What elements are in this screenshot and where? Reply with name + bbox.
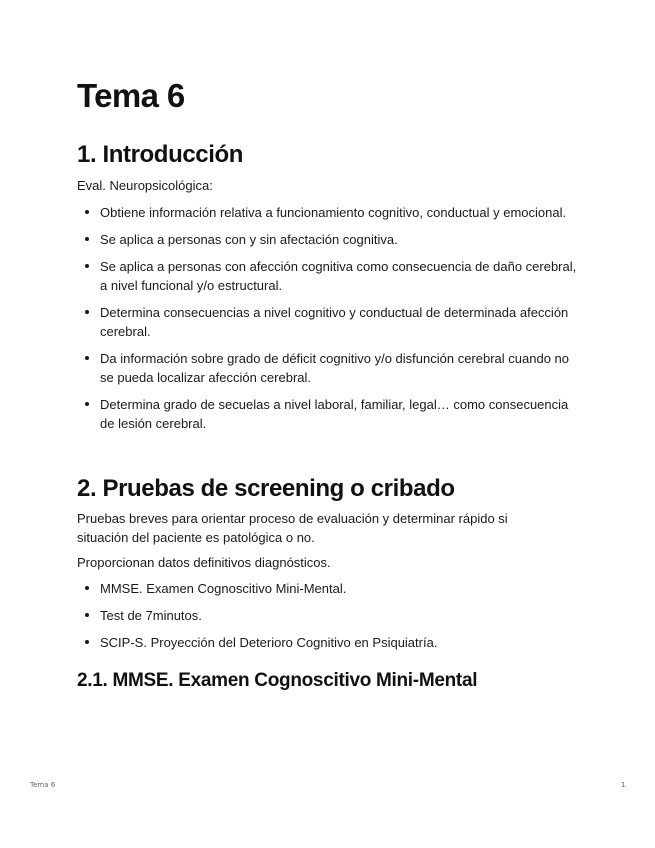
list-item: SCIP-S. Proyección del Deterioro Cognitivo en Psiquiatría. (77, 633, 582, 652)
page-title: Tema 6 (77, 77, 185, 114)
screening-bullet-list (77, 579, 582, 652)
introduccion-bullet-list (77, 203, 582, 433)
section-intro-text: Eval. Neuropsicológica: (77, 178, 213, 193)
list-item: Test de 7minutos. (77, 606, 582, 625)
footer-document-title: Tema 6 (30, 781, 56, 789)
list-item: Se aplica a personas con y sin afectación cognitiva. (77, 230, 582, 249)
list-item: Determina consecuencias a nivel cognitivo y conductual de determinada afección cerebral. (77, 303, 582, 341)
list-item: Obtiene información relativa a funcionamiento cognitivo, conductual y emocional. (77, 203, 582, 222)
section-heading-introduccion: 1. Introducción (77, 141, 244, 168)
list-item: MMSE. Examen Cognoscitivo Mini-Mental. (77, 579, 582, 598)
list-item: Determina grado de secuelas a nivel laboral, familiar, legal… como consecuencia de lesión cerebral. (77, 395, 582, 433)
list-item: Se aplica a personas con afección cognitiva como consecuencia de daño cerebral, a nivel funcional y/o estructural. (77, 257, 582, 295)
section-heading-screening: 2. Pruebas de screening o cribado (77, 475, 455, 502)
section-paragraph: Proporcionan datos definitivos diagnósticos. (77, 555, 331, 570)
subsection-heading-mmse: 2.1. MMSE. Examen Cognoscitivo Mini-Mental (77, 670, 478, 691)
section-paragraph: Pruebas breves para orientar proceso de evaluación y determinar rápido si situación del paciente es patológica o no. (77, 511, 508, 545)
footer-page-number: 1 (621, 781, 626, 789)
list-item: Da información sobre grado de déficit cognitivo y/o disfunción cerebral cuando no se pueda localizar afección cerebral. (77, 349, 582, 387)
